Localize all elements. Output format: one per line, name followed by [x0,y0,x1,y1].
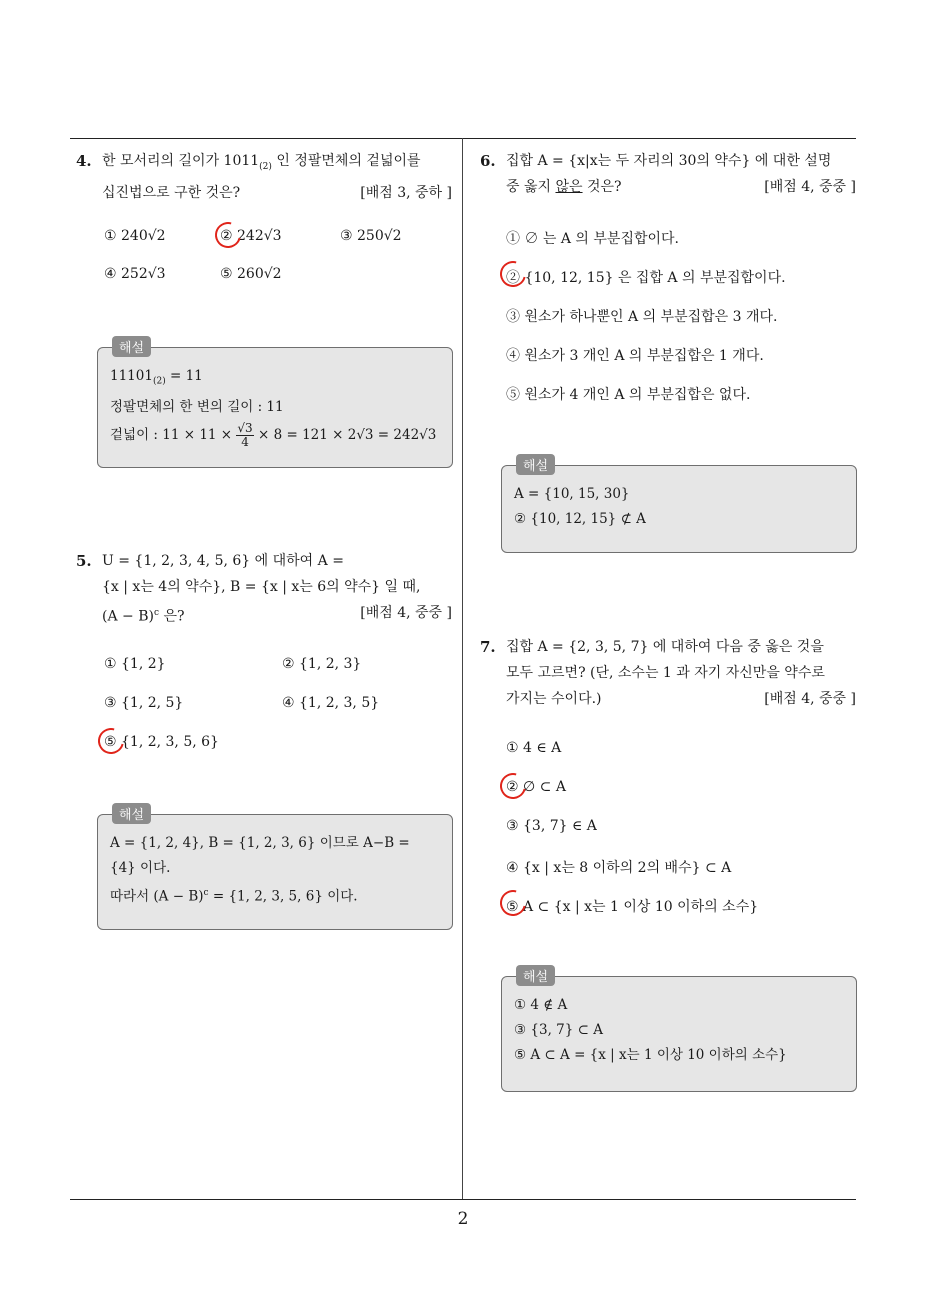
question-7 [480,634,856,712]
question-6-text: 집합 A = {x|x는 두 자리의 30의 약수} 에 대한 설명 중 옳지 않은 것은? [배점 4, 중중 ] [480,148,856,200]
q7-option-2[interactable]: ② ∅ ⊂ A [506,779,566,795]
q6-option-1[interactable]: ① ∅ 는 A 의 부분집합이다. [506,231,680,247]
q5-solution-label: 해설 [112,803,151,824]
q5-solution-box [97,808,453,930]
question-5-text: U = {1, 2, 3, 4, 5, 6} 에 대하여 A = {x | x는 4의 약수}, B = {x | x는 6의 약수} 일 때, $(A - B)^c$ 은? [배점 4, 중중 ] [102,553,452,625]
q5-answer-mark [93,723,129,759]
q7-answer-mark-2 [495,768,531,804]
q4-solution-box [97,341,453,468]
q5-sol-line-2: {4} 이다. [110,860,171,876]
q7-sol-line-2: ③ {3, 7} ⊂ A [514,1022,603,1038]
question-6 [480,148,856,200]
q4-sol-line-3: 겉넓이 : 11 × 11 × $\frac{√3}{4}$ × 8 = 121 × 2√3 = 242√3 [110,420,437,449]
question-4-number: 4. [76,152,92,170]
question-5 [76,548,452,630]
q6-option-4[interactable]: ④ 원소가 3 개인 A 의 부분집합은 1 개다. [506,348,764,364]
q6-option-2[interactable]: ② {10, 12, 15} 은 집합 A 의 부분집합이다. [506,270,786,286]
q6-sol-line-2: ② {10, 12, 15} ⊄ A [514,511,646,527]
bottom-rule [70,1199,856,1200]
q6-option-5[interactable]: ⑤ 원소가 4 개인 A 의 부분집합은 없다. [506,387,751,403]
question-5-number: 5. [76,552,92,570]
q6-solution-label: 해설 [516,454,555,475]
q5-sol-line-3: 따라서 $(A - B)^c = \{1$, 2, 3, 5, 6} 이다. [110,888,358,905]
q7-option-1[interactable]: ① 4 ∈ A [506,740,562,756]
question-7-score: [배점 4, 중중 ] [764,691,856,707]
q7-option-4[interactable]: ④ {x | x는 8 이하의 2의 배수} ⊂ A [506,860,732,876]
question-7-number: 7. [480,638,496,656]
q6-underlined-word: 않은 [555,179,583,195]
q5-option-3[interactable]: ③ {1, 2, 5} [104,695,184,711]
q7-option-5[interactable]: ⑤ A ⊂ {x | x는 1 이상 10 이하의 소수} [506,899,759,915]
q4-option-4[interactable]: ④ 252√3 [104,266,166,282]
column-divider [462,138,463,1200]
q7-solution-label: 해설 [516,965,555,986]
question-6-score: [배점 4, 중중 ] [764,179,856,195]
q4-sol-line-1: $11101_{(2)} = 11$ [110,368,203,387]
question-4 [76,148,452,206]
q6-sol-line-1: A = {10, 15, 30} [514,486,630,502]
q5-sol-line-1: A = {1, 2, 4}, B = {1, 2, 3, 6} 이므로 A−B = [110,835,410,851]
q4-sol-line-2: 정팔면체의 한 변의 길이 : 11 [110,398,284,415]
q7-sol-line-3: ⑤ A ⊂ A = {x | x는 1 이상 10 이하의 소수} [514,1047,787,1063]
top-rule [70,138,856,139]
q7-sol-line-1: ① 4 ∉ A [514,997,568,1013]
q4-option-1[interactable]: ① 240√2 [104,228,166,244]
q4-option-2[interactable]: ② 242√3 [220,228,282,244]
q6-option-3[interactable]: ③ 원소가 하나뿐인 A 의 부분집합은 3 개다. [506,309,778,325]
q7-option-3[interactable]: ③ {3, 7} ∈ A [506,818,597,834]
question-7-text: 집합 A = {2, 3, 5, 7} 에 대하여 다음 중 옳은 것을 모두 고르면? (단, 소수는 1 과 자기 자신만을 약수로 가지는 수이다.) [배점 4, 중중 ] [480,634,856,712]
q5-option-5[interactable]: ⑤ {1, 2, 3, 5, 6} [104,734,219,750]
q4-sol-fraction: $\frac{√3}{4}$ [237,420,253,449]
q5-option-2[interactable]: ② {1, 2, 3} [282,656,362,672]
q4-option-3[interactable]: ③ 250√2 [340,228,402,244]
page-number: 2 [457,1209,469,1229]
q4-answer-mark [210,217,246,253]
q4-solution-label: 해설 [112,336,151,357]
q7-solution-box [501,970,857,1092]
q4-option-5[interactable]: ⑤ 260√2 [220,266,282,282]
question-5-score: [배점 4, 중중 ] [360,605,452,621]
question-4-score: [배점 3, 중하 ] [360,184,452,201]
question-6-number: 6. [480,152,496,170]
q6-solution-box [501,459,857,553]
q5-option-1[interactable]: ① {1, 2} [104,656,166,672]
question-4-text: 한 모서리의 길이가 $1011_{(2)}$ 인 정팔면체의 겉넓이를 십진법으로 구한 것은? [배점 3, 중하 ] [76,148,452,206]
q5-option-4[interactable]: ④ {1, 2, 3, 5} [282,695,380,711]
